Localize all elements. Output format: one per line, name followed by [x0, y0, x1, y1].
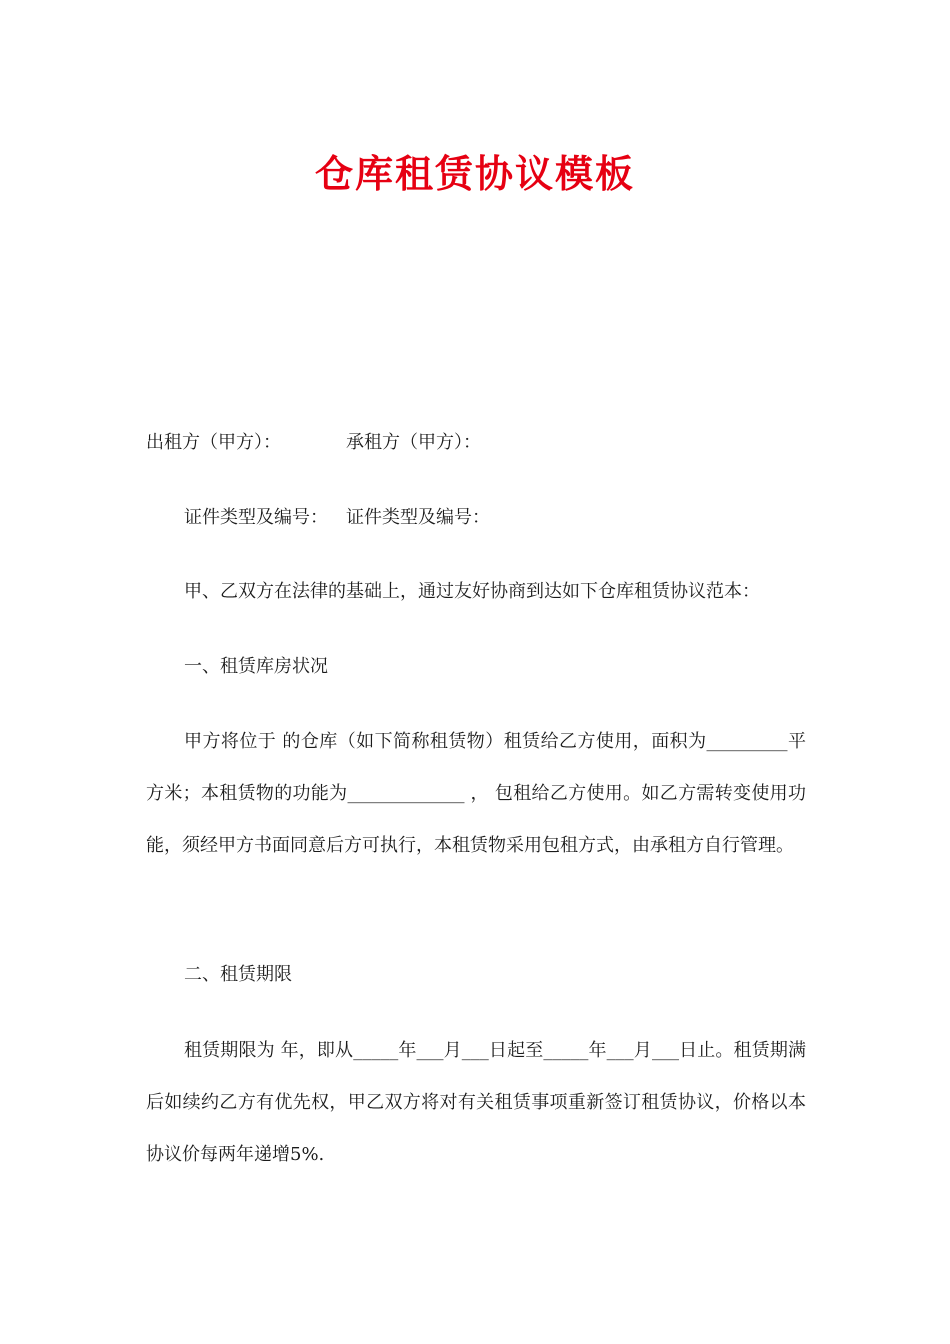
section1-body: 甲方将位于 的仓库（如下简称租赁物）租赁给乙方使用，面积为_________平方米；本租赁物的功能为_____________ ， 包租给乙方使用。如乙方需转变使用功能，须经甲方书面同意后方可执行，本租赁物采用包租方式，由承租方自行管理。: [146, 731, 806, 856]
lessor-label: 出租方（甲方）：: [146, 432, 281, 453]
lessee-label: 承租方（甲方）：: [346, 432, 481, 453]
lessee-id-label: 证件类型及编号：: [346, 507, 490, 528]
section2-heading: 二、租赁期限: [184, 964, 292, 985]
intro-paragraph: 甲、乙双方在法律的基础上，通过友好协商到达如下仓库租赁协议范本：: [184, 581, 760, 602]
section2-body: 租赁期限为 年，即从_____年___月___日起至_____年___月___日止。租赁期满后如续约乙方有优先权，甲乙双方将对有关租赁事项重新签订租赁协议，价格以本协议价每两年递增5%.: [146, 1040, 806, 1165]
lessor-id-label: 证件类型及编号：: [184, 507, 328, 528]
section1-heading: 一、租赁库房状况: [184, 656, 328, 677]
document-title: 仓库租赁协议模板: [314, 152, 635, 196]
